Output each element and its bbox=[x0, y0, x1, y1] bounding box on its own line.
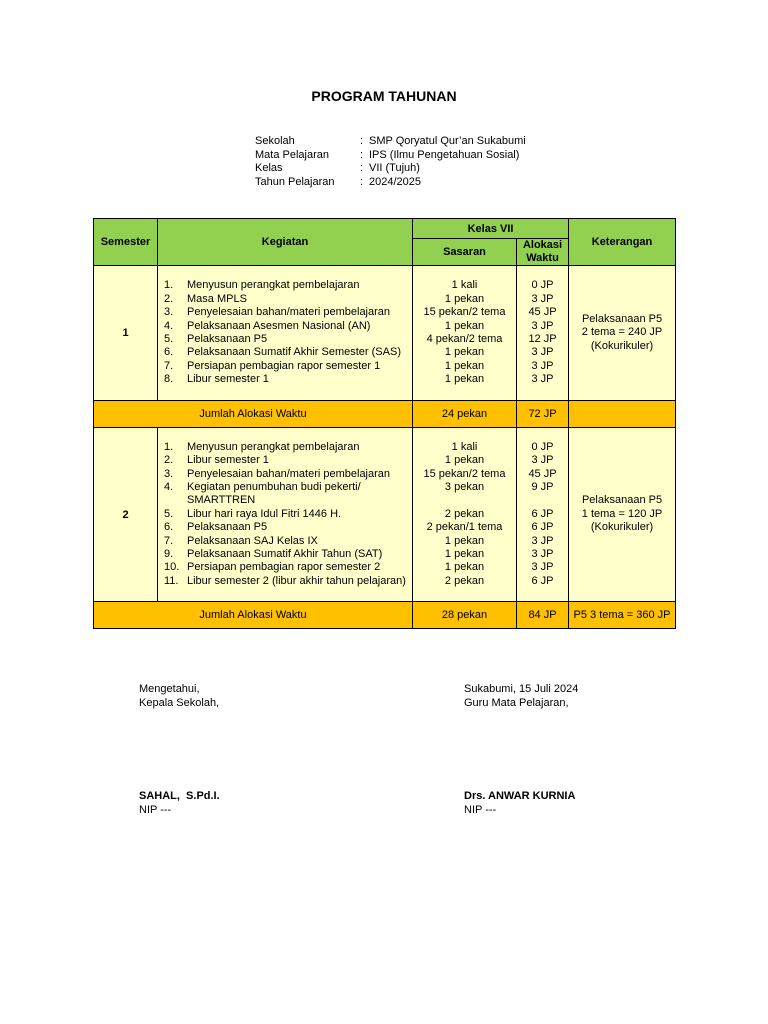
info-value: VII (Tujuh) bbox=[369, 162, 420, 174]
sasaran-value: 1 pekan bbox=[444, 561, 485, 574]
header-keterangan: Keterangan bbox=[569, 219, 676, 266]
item-text: Menyusun perangkat pembelajaran bbox=[187, 440, 360, 453]
sasaran-list bbox=[413, 428, 517, 602]
sasaran-value bbox=[413, 494, 516, 507]
keterangan-line: 1 tema = 120 JP bbox=[581, 507, 663, 520]
alokasi-value: 9 JP bbox=[531, 480, 554, 493]
sasaran-value: 1 pekan bbox=[444, 319, 485, 332]
item-number: 10. bbox=[164, 561, 180, 574]
semester-number: 2 bbox=[94, 428, 158, 602]
alokasi-value: 3 JP bbox=[531, 359, 554, 372]
kegiatan-item bbox=[158, 494, 412, 507]
sasaran-value: 2 pekan/1 tema bbox=[426, 521, 503, 534]
item-number: 4. bbox=[164, 319, 174, 332]
item-text: Libur hari raya Idul Fitri 1446 H. bbox=[187, 507, 342, 520]
total-label: Jumlah Alokasi Waktu bbox=[94, 602, 413, 629]
kegiatan-item bbox=[158, 508, 412, 521]
item-text: Kegiatan penumbuhan budi pekerti/ bbox=[187, 480, 361, 493]
item-text: Libur semester 2 (libur akhir tahun pelajaran) bbox=[187, 574, 406, 587]
info-value: 2024/2025 bbox=[369, 175, 421, 188]
kegiatan-list bbox=[158, 266, 413, 401]
alokasi-value: 3 JP bbox=[531, 319, 554, 332]
header-semester: Semester bbox=[94, 219, 158, 266]
kegiatan-item bbox=[158, 468, 412, 481]
sig-left-line1: Mengetahui, bbox=[139, 683, 200, 695]
item-number: 2. bbox=[164, 454, 174, 467]
alokasi-value: 3 JP bbox=[531, 346, 554, 359]
sig-right-line1: Sukabumi, 15 Juli 2024 bbox=[464, 683, 579, 695]
sasaran-value: 1 kali bbox=[451, 279, 478, 292]
alokasi-value: 0 JP bbox=[531, 279, 554, 292]
sasaran-value: 1 kali bbox=[451, 440, 478, 453]
info-value: SMP Qoryatul Qur’an Sukabumi bbox=[369, 135, 526, 147]
alokasi-value: 6 JP bbox=[531, 521, 554, 534]
item-number: 11. bbox=[164, 574, 179, 587]
alokasi-value: 45 JP bbox=[528, 467, 557, 480]
semester-1-total-row bbox=[94, 401, 676, 428]
item-text: Persiapan pembagian rapor semester 2 bbox=[187, 561, 381, 574]
total-keterangan bbox=[569, 401, 676, 428]
kegiatan-item bbox=[158, 293, 412, 306]
semester-1-row bbox=[94, 266, 676, 401]
alokasi-value: 3 JP bbox=[531, 534, 554, 547]
item-text: Libur semester 1 bbox=[187, 373, 269, 386]
item-number bbox=[158, 494, 187, 507]
kegiatan-item bbox=[158, 373, 412, 386]
sasaran-value: 15 pekan/2 tema bbox=[423, 306, 506, 319]
sig-left-line2: Kepala Sekolah, bbox=[139, 696, 220, 709]
item-number: 2. bbox=[164, 292, 174, 305]
alokasi-value: 6 JP bbox=[531, 574, 554, 587]
item-number: 6. bbox=[164, 346, 174, 359]
signature-left bbox=[139, 683, 219, 710]
alokasi-value: 3 JP bbox=[531, 548, 554, 561]
item-number: 5. bbox=[164, 333, 174, 345]
info-row bbox=[255, 162, 526, 176]
kegiatan-item bbox=[158, 279, 412, 292]
info-row bbox=[255, 176, 526, 190]
item-number: 9. bbox=[164, 548, 174, 561]
info-label: Kelas bbox=[255, 162, 283, 174]
alokasi-value: 12 JP bbox=[528, 333, 557, 345]
kegiatan-item bbox=[158, 548, 412, 561]
kegiatan-item bbox=[158, 346, 412, 359]
alokasi-value bbox=[517, 494, 568, 507]
alokasi-value: 6 JP bbox=[531, 507, 554, 520]
sasaran-list bbox=[413, 266, 517, 401]
alokasi-value: 0 JP bbox=[531, 440, 554, 453]
item-number: 7. bbox=[164, 359, 174, 372]
kegiatan-item bbox=[158, 575, 412, 588]
sasaran-value: 1 pekan bbox=[444, 359, 485, 372]
sig-right-name: Drs. ANWAR KURNIA bbox=[464, 790, 576, 802]
alokasi-list bbox=[517, 266, 569, 401]
kegiatan-item bbox=[158, 521, 412, 534]
item-number: 4. bbox=[164, 480, 174, 493]
info-value: IPS (Ilmu Pengetahuan Sosial) bbox=[369, 148, 520, 161]
alokasi-value: 3 JP bbox=[531, 561, 554, 574]
keterangan-cell bbox=[569, 266, 676, 401]
header-kelas: Kelas VII bbox=[413, 219, 569, 239]
sasaran-value: 15 pekan/2 tema bbox=[423, 467, 506, 480]
info-label: Mata Pelajaran bbox=[255, 148, 329, 161]
semester-2-row bbox=[94, 428, 676, 602]
item-text: Masa MPLS bbox=[187, 292, 247, 305]
sasaran-value: 4 pekan/2 tema bbox=[426, 333, 503, 345]
keterangan-cell bbox=[569, 428, 676, 602]
item-number: 5. bbox=[164, 507, 174, 520]
kegiatan-item bbox=[158, 333, 412, 346]
info-label: Tahun Pelajaran bbox=[255, 175, 335, 188]
program-table bbox=[93, 218, 676, 629]
sig-right-line2: Guru Mata Pelajaran, bbox=[464, 696, 569, 709]
page-title: PROGRAM TAHUNAN bbox=[311, 88, 457, 104]
kegiatan-item bbox=[158, 561, 412, 574]
item-number: 8. bbox=[164, 373, 174, 386]
sasaran-value: 2 pekan bbox=[444, 574, 485, 587]
item-text: Pelaksanaan P5 bbox=[187, 333, 268, 345]
keterangan-line: Pelaksanaan P5 bbox=[581, 494, 663, 507]
info-colon: : bbox=[360, 148, 364, 161]
signature-left-name-block bbox=[139, 790, 220, 817]
item-text: Pelaksanaan Asesmen Nasional (AN) bbox=[187, 319, 371, 332]
sasaran-value: 2 pekan bbox=[444, 507, 485, 520]
keterangan-line: (Kokurikuler) bbox=[590, 339, 654, 352]
alokasi-value: 3 JP bbox=[531, 292, 554, 305]
info-block bbox=[255, 135, 526, 189]
info-colon: : bbox=[360, 135, 364, 147]
item-text: Pelaksanaan Sumatif Akhir Semester (SAS) bbox=[187, 346, 401, 359]
info-colon: : bbox=[360, 175, 364, 188]
total-sasaran: 24 pekan bbox=[413, 401, 517, 428]
item-number: 3. bbox=[164, 306, 174, 319]
item-text: Penyelesaian bahan/materi pembelajaran bbox=[187, 306, 391, 319]
keterangan-line: 2 tema = 240 JP bbox=[581, 326, 663, 339]
item-text: SMARTTREN bbox=[187, 494, 256, 507]
sasaran-value: 1 pekan bbox=[444, 292, 485, 305]
item-number: 7. bbox=[164, 534, 174, 547]
sasaran-value: 3 pekan bbox=[444, 480, 485, 493]
info-colon: : bbox=[360, 162, 364, 174]
keterangan-line: (Kokurikuler) bbox=[590, 521, 654, 534]
sig-left-name: SAHAL, S.Pd.I. bbox=[139, 790, 220, 802]
kegiatan-item bbox=[158, 320, 412, 333]
sig-left-nip: NIP --- bbox=[139, 803, 172, 816]
sasaran-value: 1 pekan bbox=[444, 346, 485, 359]
sasaran-value: 1 pekan bbox=[444, 534, 485, 547]
info-row bbox=[255, 135, 526, 149]
item-text: Menyusun perangkat pembelajaran bbox=[187, 279, 360, 292]
sasaran-value: 1 pekan bbox=[444, 548, 485, 561]
alokasi-list bbox=[517, 428, 569, 602]
sasaran-value: 1 pekan bbox=[444, 373, 485, 386]
kegiatan-item bbox=[158, 306, 412, 319]
kegiatan-list bbox=[158, 428, 413, 602]
keterangan-line: Pelaksanaan P5 bbox=[581, 312, 663, 325]
signature-right-name-block bbox=[464, 790, 575, 817]
header-sasaran: Sasaran bbox=[413, 239, 517, 266]
item-number: 1. bbox=[164, 440, 174, 453]
item-text: Pelaksanaan SAJ Kelas IX bbox=[187, 534, 318, 547]
alokasi-value: 3 JP bbox=[531, 373, 554, 386]
kegiatan-item bbox=[158, 454, 412, 467]
header-kegiatan: Kegiatan bbox=[158, 219, 413, 266]
total-alokasi: 84 JP bbox=[517, 602, 569, 629]
kegiatan-item bbox=[158, 441, 412, 454]
sasaran-value: 1 pekan bbox=[444, 454, 485, 467]
total-sasaran: 28 pekan bbox=[413, 602, 517, 629]
item-text: Pelaksanaan P5 bbox=[187, 521, 268, 534]
total-keterangan: P5 3 tema = 360 JP bbox=[569, 602, 676, 629]
alokasi-value: 45 JP bbox=[528, 306, 557, 319]
header-alokasi: Alokasi Waktu bbox=[517, 239, 569, 266]
item-text: Penyelesaian bahan/materi pembelajaran bbox=[187, 467, 391, 480]
item-number: 6. bbox=[164, 521, 174, 534]
total-alokasi: 72 JP bbox=[517, 401, 569, 428]
info-label: Sekolah bbox=[255, 135, 295, 147]
item-text: Persiapan pembagian rapor semester 1 bbox=[187, 359, 381, 372]
signature-right bbox=[464, 683, 578, 710]
sig-right-nip: NIP --- bbox=[464, 803, 497, 816]
kegiatan-item bbox=[158, 481, 412, 494]
item-text: Pelaksanaan Sumatif Akhir Tahun (SAT) bbox=[187, 548, 383, 561]
info-row bbox=[255, 149, 526, 163]
item-text: Libur semester 1 bbox=[187, 454, 269, 467]
kegiatan-item bbox=[158, 360, 412, 373]
item-number: 1. bbox=[164, 279, 174, 292]
semester-2-total-row bbox=[94, 602, 676, 629]
semester-number: 1 bbox=[94, 266, 158, 401]
total-label: Jumlah Alokasi Waktu bbox=[94, 401, 413, 428]
kegiatan-item bbox=[158, 535, 412, 548]
item-number: 3. bbox=[164, 467, 174, 480]
alokasi-value: 3 JP bbox=[531, 454, 554, 467]
